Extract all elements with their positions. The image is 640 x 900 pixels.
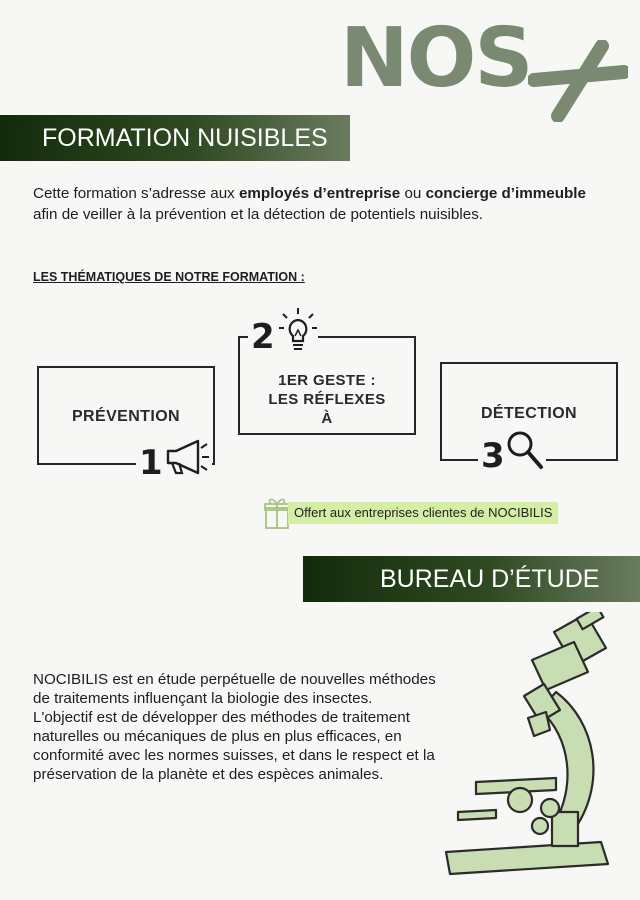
magnifier-icon	[504, 428, 546, 472]
section-title-formation: FORMATION NUISIBLES	[0, 115, 350, 161]
theme-number: 1	[136, 446, 166, 480]
megaphone-icon	[162, 436, 212, 476]
theme-label: PRÉVENTION	[71, 408, 180, 425]
theme-number: 2	[248, 320, 278, 354]
theme-label: 1ER GESTE : LES RÉFLEXES À	[268, 372, 386, 427]
bureau-paragraph-2: L'objectif est de développer des méthodes de traitement naturelles ou mécaniques de plus en plus efficaces, en conformité avec les normes suisses, et dans le respect et la préservation de la planète et des espèces animales.	[33, 709, 435, 783]
theme-number: 3	[478, 439, 508, 473]
plus-icon	[528, 40, 628, 122]
lightbulb-icon	[278, 306, 318, 356]
offer-banner: Offert aux entreprises clientes de NOCIBILIS	[288, 502, 558, 524]
themes-heading: LES THÉMATIQUES DE NOTRE FORMATION :	[33, 270, 305, 284]
theme-label: DÉTECTION	[480, 405, 578, 422]
section-title-bureau: BUREAU D’ÉTUDE	[303, 556, 640, 602]
hero-title: NOS	[340, 11, 532, 106]
bureau-description	[33, 670, 453, 784]
bureau-paragraph-1: NOCIBILIS est en étude perpétuelle de nouvelles méthodes de traitements influençant la biologie des insectes.	[33, 671, 436, 707]
gift-icon	[264, 496, 290, 530]
microscope-illustration	[436, 612, 616, 888]
formation-intro: Cette formation s’adresse aux employés d’entreprise ou concierge d’immeuble afin de veiller à la prévention et la détection de potentiels nuisibles.	[33, 185, 586, 223]
